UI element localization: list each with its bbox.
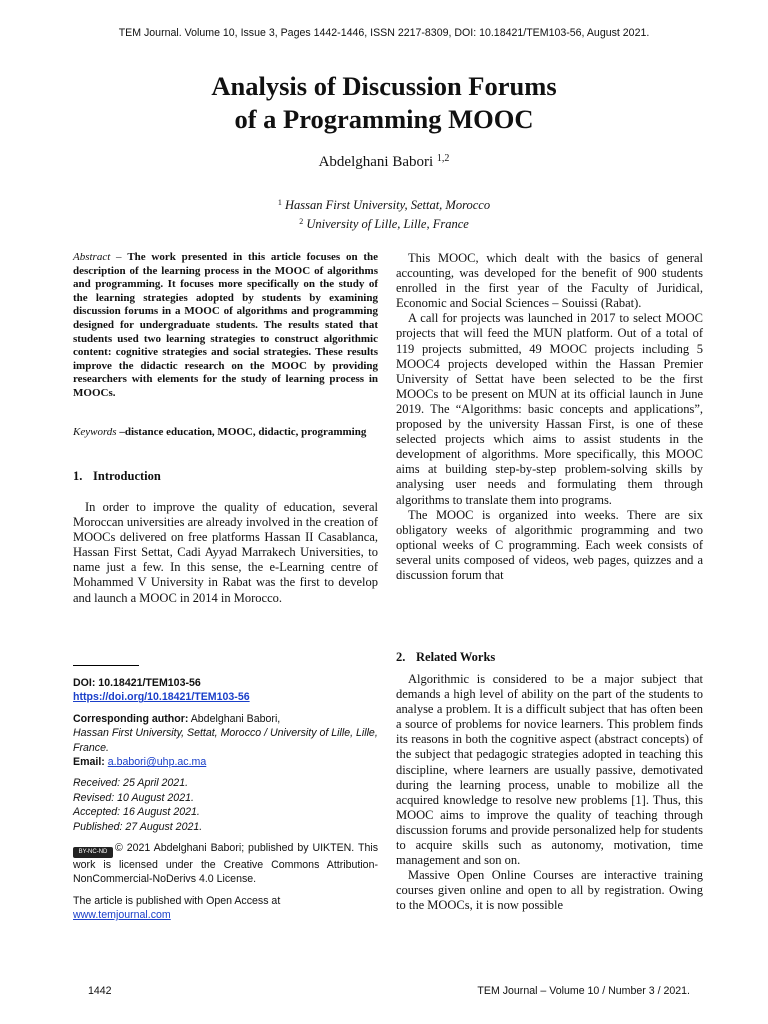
open-access-text: The article is published with Open Access at <box>73 894 281 907</box>
paper-title <box>0 70 768 136</box>
paragraph: A call for projects was launched in 2017 to select MOOC projects that will feed the MUN platform. Out of a total of 119 projects submitted, 49 MOOC projects including 5 MOOC4 projects developed within the Hassan Premier University of Settat have been selected to be the first MOOCs to be present on MUN at its official launch in June 2019. The “Algorithms: basic concepts and applications”, proposed by the university Hassan First, is one of these selected projects which aims to assist students in the development of algorithms. More specifically, this MOOC aims at building step-by-step problem-solving skills by analysing user needs and formulating them through algorithms to translate them into programs. <box>396 311 703 507</box>
accepted-date: Accepted: 16 August 2021. <box>73 806 200 819</box>
paragraph: This MOOC, which dealt with the basics of general accounting, was developed for the benefit of 900 students enrolled in the first year of the Faculty of Juridical, Economic and Social Sciences – Souissi (Rabat). <box>396 251 703 311</box>
email-line: Email: a.babori@uhp.ac.ma <box>73 756 207 769</box>
doi-text: DOI: 10.18421/TEM103-56 <box>73 677 201 689</box>
abstract-text: The work presented in this article focuses on the description of the learning process in the MOOC of algorithms and programming. It focuses more specifically on the study of the learning strategies adopted by students by examining discussion forums in a MOOC of algorithms and programming designed for undergraduate students. The results stated that students used two learning strategies to construct algorithmic content: cognitive strategies and social strategies. These results improve the didactic research on the MOOC by providing researchers with elements for the study of learning process in MOOCs. <box>73 251 379 399</box>
paragraph: The MOOC is organized into weeks. There are six obligatory weeks of algorithmic programming and two optional weeks of C programming. Each week consists of several units composed of videos, web pages, quizzes and a discussion forum that <box>396 507 703 582</box>
section-heading-related-works: 2. Related Works <box>396 650 496 664</box>
cc-license-icon: BY-NC-ND <box>73 847 113 858</box>
running-footer: TEM Journal – Volume 10 / Number 3 / 2021. <box>477 985 690 997</box>
keywords-label: Keywords <box>73 426 117 438</box>
title-line-1: Analysis of Discussion Forums <box>211 71 557 101</box>
published-date: Published: 27 August 2021. <box>73 820 203 833</box>
affiliation-1: $^1$ Hassan First University, Settat, Morocco <box>277 198 491 212</box>
author-line <box>0 153 768 171</box>
footnote-block <box>73 676 378 923</box>
page-number: 1442 <box>88 985 112 997</box>
journal-link[interactable]: www.temjournal.com <box>73 909 171 922</box>
section-heading-introduction: 1. Introduction <box>73 469 161 483</box>
paragraph: In order to improve the quality of education, several Moroccan universities are already involved in the creation of MOOCs delivered on free platforms Hassan II Casablanca, Hassan First Settat, Cadi Ayyad Marrakech Universities, to name just a few. In this sense, the e-Learning centre of Mohammed V University in Rabat was the first to develop and launch a MOOC in 2014 in Morocco. <box>73 500 378 605</box>
doi-link[interactable]: https://doi.org/10.18421/TEM103-56 <box>73 691 250 704</box>
introduction-body <box>73 500 378 606</box>
running-header: TEM Journal. Volume 10, Issue 3, Pages 1442-1446, ISSN 2217-8309, DOI: 10.18421/TEM103-56, August 2021. <box>118 27 650 39</box>
license-text: BY-NC-ND © 2021 Abdelghani Babori; published by UIKTEN. This work is licensed under the Creative Commons Attribution-NonCommercial-NoDerivs 4.0 License. <box>73 842 378 886</box>
corresponding-author: Corresponding author: Abdelghani Babori, <box>73 712 281 725</box>
corresponding-affiliation: Hassan First University, Settat, Morocco / University of Lille, Lille, France. <box>73 727 378 754</box>
paragraph: Massive Open Online Courses are interactive training courses given online and open to all by registration. Owing to the MOOCs, it is now possible <box>396 868 703 913</box>
received-date: Received: 25 April 2021. <box>73 777 189 790</box>
affiliations <box>0 195 768 232</box>
keywords-text: –distance education, MOOC, didactic, programming <box>116 426 367 438</box>
keywords <box>73 425 378 439</box>
related-works-body <box>396 672 703 914</box>
title-line-2: of a Programming MOOC <box>234 104 534 134</box>
affiliation-2: $^2$ University of Lille, Lille, France <box>299 216 469 231</box>
author-affil-marks: 1,2 <box>436 153 450 164</box>
abstract-label: Abstract – <box>73 251 128 263</box>
author-name: Abdelghani Babori <box>318 154 434 170</box>
footnote-separator <box>73 665 139 666</box>
right-column-body <box>396 251 703 583</box>
paragraph: Algorithmic is considered to be a major subject that demands a high level of ability on the part of the students to analyse a problem. It is a difficult subject that has often been a source of problems for novice learners. This problem finds its reasons in both the cognitive aspect (abstract concepts) of the subject that pedagogic strategies adopted in teaching this discipline, where learners are usually passive, demotivated during the learning process, unable to mobilize all the acquired knowledge to resolve new problems [1]. Thus, this MOOC aims to improve the quality of teaching through discussion forums and provide personalized help for students to acquire skills such as autonomy, motivation, time management and son on. <box>396 672 703 868</box>
revised-date: Revised: 10 August 2021. <box>73 791 194 804</box>
email-link[interactable]: a.babori@uhp.ac.ma <box>107 756 207 769</box>
abstract <box>73 251 378 401</box>
